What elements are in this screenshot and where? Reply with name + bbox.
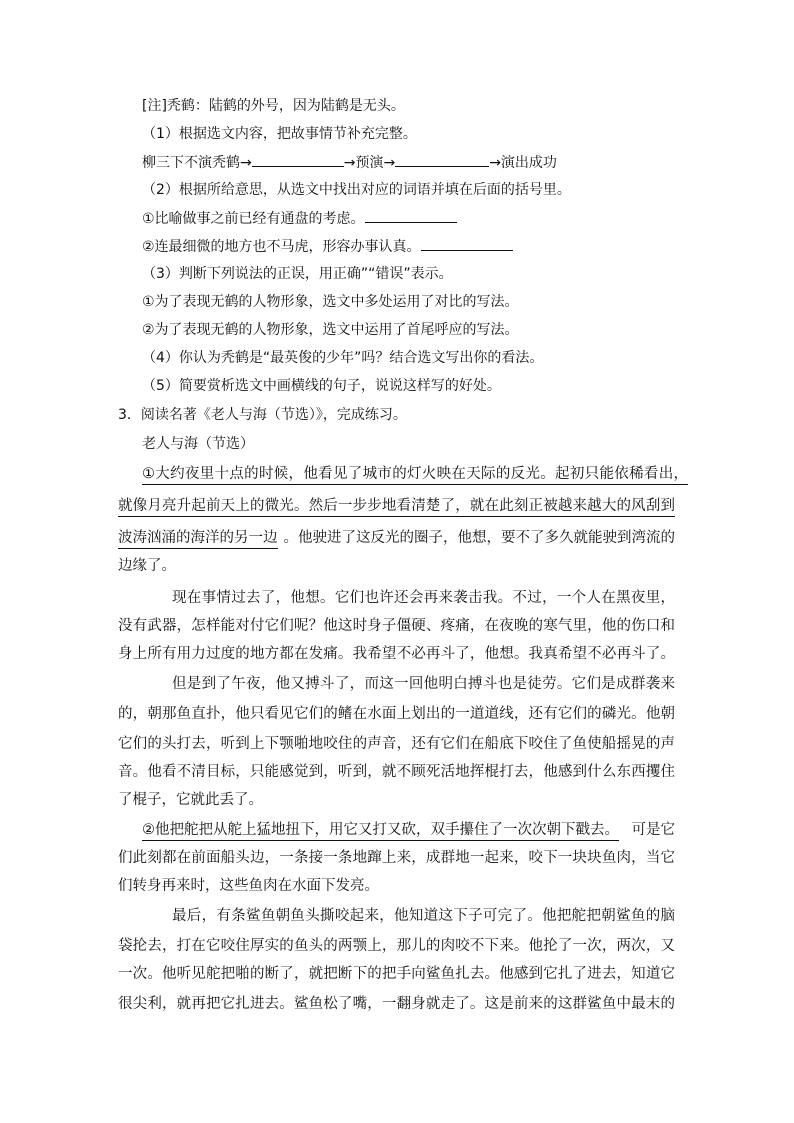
answer-blank-4[interactable]	[421, 236, 513, 251]
p4-line-1	[142, 820, 675, 841]
p5-line-1: 最后，有条鲨鱼朝鱼头撕咬起来，他知道这下子可完了。他把舵把朝鲨鱼的脑	[172, 908, 675, 924]
question-2-item-1	[142, 208, 457, 229]
p1-line-2: 就像月亮升起前天上的微光。然后一步步地看清楚了，就在此刻正被越来越大的风刮到	[118, 496, 675, 517]
p4-line-2: 们此刻都在前面船头边，一条接一条地蹿上来，成群地一起来，咬下一块块鱼肉，当它	[118, 850, 675, 866]
question-2-item-1-text: ①比喻做事之前已经有通盘的考虑。	[142, 211, 365, 227]
p1-line-1: ①大约夜里十点的时候，他看见了城市的灯火映在天际的反光。起初只能依稀看出，	[142, 464, 688, 485]
question-1-chain	[142, 152, 557, 173]
answer-blank-2[interactable]	[395, 152, 489, 167]
question-2: （2）根据所给意思，从选文中找出对应的词语并填在后面的括号里。	[142, 182, 571, 198]
p1-line-3-underlined: 波涛汹涌的海洋的另一边	[118, 528, 278, 549]
question-2-item-2-text: ②连最细微的地方也不马虎，形容办事认真。	[142, 239, 421, 255]
p2-line-1: 现在事情过去了，他想。它们也许还会再来袭击我。不过，一个人在黑夜里，	[172, 590, 675, 606]
p1-line-4: 边缘了。	[118, 558, 176, 574]
question-5: （5）简要赏析选文中画横线的句子，说说这样写的好处。	[142, 378, 501, 394]
chain-end: →演出成功	[489, 155, 557, 171]
p1-line-3-rest: 。他驶进了这反光的圈子，他想，要不了多久就能驶到湾流的	[283, 530, 675, 546]
p4-underlined: ②他把舵把从舵上猛地扭下，用它又打又砍，双手攥住了一次次朝下戳去。	[142, 820, 619, 841]
p5-line-2: 袋抡去，打在它咬住厚实的鱼头的两颚上，那儿的肉咬不下来。他抡了一次，两次，又	[118, 938, 675, 954]
p5-line-4: 很尖利，就再把它扎进去。鲨鱼松了嘴，一翻身就走了。这是前来的这群鲨鱼中最末的	[118, 996, 675, 1012]
question-1: （1）根据选文内容，把故事情节补充完整。	[142, 126, 417, 142]
p3-line-4: 音。他看不清目标，只能感觉到，听到，就不顾死活地挥棍打去，他感到什么东西攫住	[118, 764, 675, 780]
p3-line-1: 但是到了午夜，他又搏斗了，而这一回他明白搏斗也是徒劳。它们是成群袭来	[172, 676, 675, 692]
p5-line-3: 一次。他听见舵把啪的断了，就把断下的把手向鲨鱼扎去。他感到它扎了进去，知道它	[118, 966, 675, 982]
p4-line-3: 们转身再来时，这些鱼肉在水面下发亮。	[118, 878, 379, 894]
question-3-item-2: ②为了表现无鹤的人物形象，选文中运用了首尾呼应的写法。	[142, 322, 519, 338]
p1-line-3	[118, 528, 675, 549]
passage-title: 老人与海（节选）	[142, 436, 254, 452]
chain-start: 柳三下不演秃鹤→	[142, 155, 252, 171]
question-3: （3）判断下列说法的正误，用正确”“错误”表示。	[142, 266, 453, 282]
p4-rest: 可是它	[631, 822, 675, 838]
p3-line-5: 了棍子，它就此丢了。	[118, 792, 263, 808]
section-3-title: 3．阅读名著《老人与海（节选）》，完成练习。	[118, 407, 407, 423]
p3-line-3: 它们的头打去，听到上下颚啪地咬住的声音，还有它们在船底下咬住了鱼使船摇晃的声	[118, 736, 675, 752]
answer-blank-3[interactable]	[365, 208, 457, 223]
question-2-item-2	[142, 236, 513, 257]
question-4: （4）你认为秃鹤是“最英俊的少年”吗？结合选文写出你的看法。	[142, 350, 544, 366]
question-3-item-1: ①为了表现无鹤的人物形象，选文中多处运用了对比的写法。	[142, 294, 519, 310]
p3-line-2: 的，朝那鱼直扑，他只看见它们的鳍在水面上划出的一道道线，还有它们的磷光。他朝	[118, 706, 675, 722]
p2-line-3: 身上所有用力过度的地方都在发痛。我希望不必再斗了，他想。我真希望不必再斗了。	[118, 646, 675, 662]
answer-blank-1[interactable]	[252, 152, 344, 167]
note-text: [注]秃鹤：陆鹤的外号，因为陆鹤是无头。	[142, 98, 405, 114]
chain-middle: →预演→	[343, 155, 396, 171]
p2-line-2: 没有武器，怎样能对付它们呢？他这时身子僵硬、疼痛，在夜晚的寒气里，他的伤口和	[118, 618, 675, 634]
